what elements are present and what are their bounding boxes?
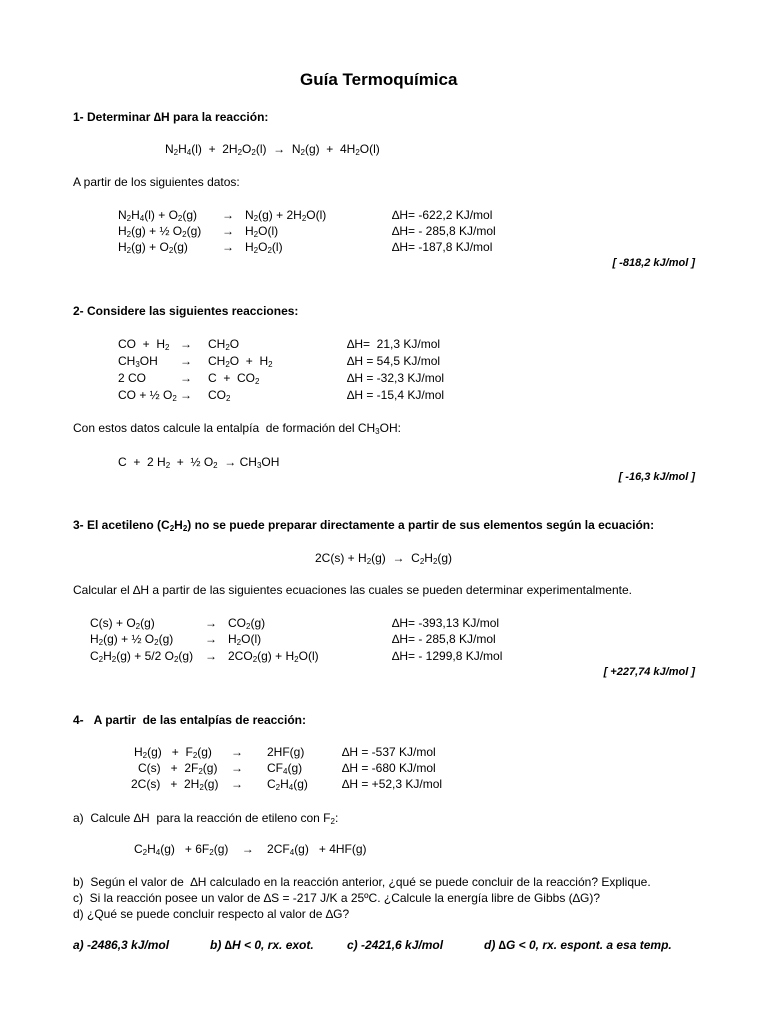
arrow-icon: → [222,224,234,238]
p1-row-3-reactants: $H_2(g) + O_2(g)$ [118,240,188,255]
p1-row-2-enthalpy: ∆H= - 285,8 KJ/mol [392,224,496,238]
problem-2-question: Con estos datos calcule la entalpía de formación del $CH_3OH$: [73,421,401,436]
p1-row-1-reactants: $N_2H_4(l) + O_2(g)$ [118,208,198,223]
arrow-icon: → [231,777,243,791]
page-title: Guía Termoquímica [300,70,458,89]
problem-4-answer-a: a) -2486,3 kJ/mol [73,938,170,952]
arrow-icon: → [180,337,192,351]
problem-4-target-reaction: $C_2H_4(g) + 6F_2(g)$ → $2CF_4(g) + 4HF(g)$ [134,842,367,857]
p3-row-2-products: $H_2O(l)$ [228,632,262,647]
arrow-icon: → [205,616,217,630]
p3-row-1-reactants: $C(s) + O_2(g)$ [90,616,155,631]
arrow-icon: → [205,632,217,646]
p2-row-4-enthalpy: ∆H = -15,4 KJ/mol [347,388,445,402]
p2-row-2-enthalpy: ∆H = 54,5 KJ/mol [347,354,441,368]
p1-row-1-products: $N_2(g) + 2H_2O(l)$ [245,208,327,223]
p1-row-2-products: $H_2O(l)$ [245,224,279,239]
p2-row-4-reactants: CO + ½ $O_2$ [118,388,177,403]
p4-row-3-enthalpy: ∆H = +52,3 KJ/mol [342,777,443,791]
p4-row-1-enthalpy: ∆H = -537 KJ/mol [342,745,436,759]
arrow-icon: → [222,208,234,222]
p4-row-2-enthalpy: ∆H = -680 KJ/mol [342,761,436,775]
problem-4-question-b: b) Según el valor de ∆H calculado en la reacción anterior, ¿qué se puede concluir de la reacción? Explique. [73,875,651,889]
problem-3-heading: 3- El acetileno $(C_2H_2)$ no se puede preparar directamente a partir de sus elementos según la ecuación: [73,518,655,533]
problem-4-heading: 4- A partir de las entalpías de reacción: [73,713,306,727]
arrow-icon: → [180,371,192,385]
p3-row-3-products: $2CO_2(g) + H_2O(l)$ [228,649,319,664]
p1-row-3-enthalpy: ∆H= -187,8 KJ/mol [392,240,493,254]
p2-row-1-products: $CH_2O$ [208,337,240,352]
p2-row-2-products: $CH_2O + H_2$ [208,354,273,369]
p3-row-3-enthalpy: ∆H= - 1299,8 KJ/mol [392,649,503,663]
problem-4-question-c: c) Si la reacción posee un valor de ∆S = -217 J/K a 25ºC. ¿Calcule la energía libre de Gibbs (∆G)? [73,891,600,905]
problem-2-target-reaction: C + 2 $H_2$ + ½ $O_2 \to CH_3OH$ [118,455,280,470]
arrow-icon: → [205,649,217,663]
p4-row-3-reactants: $2C(s) + 2H_2(g)$ [131,777,219,792]
arrow-icon: → [231,761,243,775]
problem-4-answer-d: d) ∆G < 0, rx. espont. a esa temp. [484,938,672,952]
p3-row-2-enthalpy: ∆H= - 285,8 KJ/mol [392,632,496,646]
p1-row-3-products: $H_2O_2(l)$ [245,240,283,255]
problem-3-intro: Calcular el ∆H a partir de las siguientes ecuaciones las cuales se pueden determinar experimentalmente. [73,583,632,597]
p2-row-3-products: $C + CO_2$ [208,371,260,386]
problem-4-question-d: d) ¿Qué se puede concluir respecto al valor de ∆G? [73,907,350,921]
problem-4-answer-b: b) ∆H < 0, rx. exot. [210,938,314,952]
arrow-icon: → [222,240,234,254]
p4-row-1-products: 2HF(g) [267,745,305,759]
problem-1-answer: [ -818,2 kJ/mol ] [612,257,695,269]
p1-row-1-enthalpy: ∆H= -622,2 KJ/mol [392,208,493,222]
p4-row-2-products: $CF_4(g)$ [267,761,303,776]
problem-4-answer-c: c) -2421,6 kJ/mol [347,938,444,952]
p2-row-2-reactants: $CH_3OH$ [118,354,158,369]
problem-2-heading: 2- Considere las siguientes reacciones: [73,304,299,318]
p2-row-1-reactants: CO + $H_2$ [118,337,170,352]
p4-row-3-products: $C_2H_4(g)$ [267,777,308,792]
problem-4-question-a: a) Calcule ∆H para la reacción de etileno con $F_2$: [73,811,339,826]
p4-row-2-reactants: $C(s) + 2F_2(g)$ [138,761,218,776]
problem-2-answer: [ -16,3 kJ/mol ] [618,471,695,483]
arrow-icon: → [180,354,192,368]
p3-row-1-enthalpy: ∆H= -393,13 KJ/mol [392,616,500,630]
p2-row-4-products: $CO_2$ [208,388,231,403]
arrow-icon: → [180,388,192,402]
p2-row-3-enthalpy: ∆H = -32,3 KJ/mol [347,371,445,385]
p2-row-3-reactants: 2 CO [118,371,147,385]
p2-row-1-enthalpy: ∆H= 21,3 KJ/mol [347,337,441,351]
p3-row-2-reactants: $H_2(g)$ + ½ $O_2(g)$ [90,632,174,647]
problem-3-main-reaction: $2C(s) + H_2(g) \to C_2H_2(g)$ [315,551,453,566]
arrow-icon: → [231,745,243,759]
p3-row-3-reactants: $C_2H_2(g) + 5/2$ $O_2(g)$ [90,649,194,664]
p1-row-2-reactants: $H_2(g)$ + ½ $O_2(g)$ [118,224,202,239]
problem-3-answer: [ +227,74 kJ/mol ] [603,666,695,678]
p4-row-1-reactants: $H_2(g) + F_2(g)$ [134,745,212,760]
problem-1-intro: A partir de los siguientes datos: [73,175,240,189]
problem-1-heading: 1- Determinar ∆H para la reacción: [73,110,269,124]
p3-row-1-products: $CO_2(g)$ [228,616,266,631]
problem-1-main-reaction: $N_2H_4(l) + 2H_2O_2(l) \to N_2(g) + 4H_2O(l)$ [165,142,380,157]
